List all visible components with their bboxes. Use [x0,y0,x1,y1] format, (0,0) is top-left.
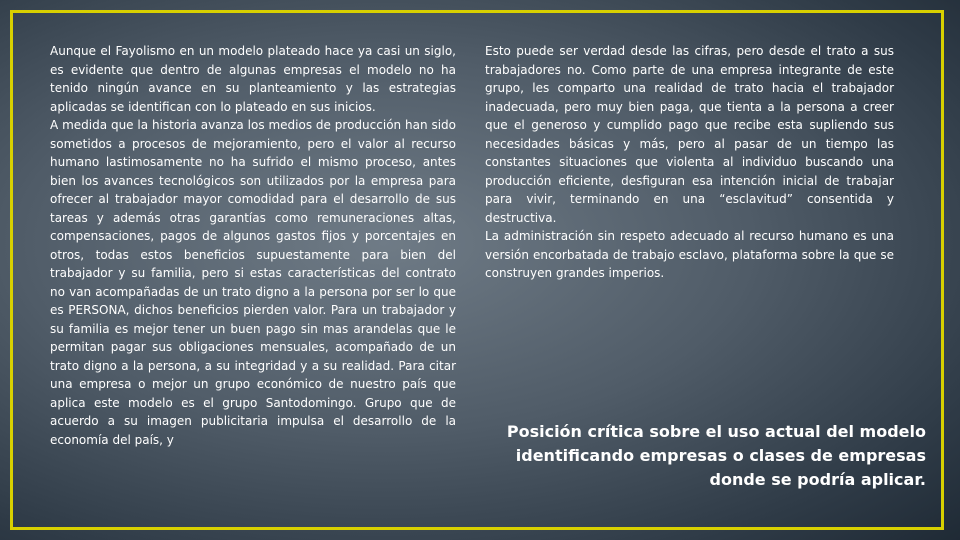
left-paragraph-1: Aunque el Fayolismo en un modelo plateado hace ya casi un siglo, es evidente que dentro de algunas empresas el modelo no ha tenido ningún avance en su planteamiento y las estrategias aplicadas se identifican con lo plateado en sus inicios. [50,44,456,114]
left-paragraph-2: A medida que la historia avanza los medios de producción han sido sometidos a procesos de mejoramiento, pero el valor al recurso humano lastimosamente no ha sufrido el mismo proceso, antes bien los avances tecnológicos son utilizados por la empresa para ofrecer al trabajador mayor comodidad para el desarrollo de sus tareas y además otras garantías como remuneraciones altas, compensaciones, pagos de algunos gastos fijos y porcentajes en otros, todas estos beneficios supuestamente para bien del trabajador y su familia, pero si estas características del contrato no van acompañadas de un trato digno a la persona por ser lo que es PERSONA, dichos beneficios pierden valor. Para un trabajador y su familia es mejor tener un buen pago sin mas arandelas que le permitan pagar sus obligaciones mensuales, acompañado de un trato digno a la persona, a su integridad y a su realidad. Para citar una empresa o mejor un grupo económico de nuestro país que aplica este modelo es el grupo Santodomingo. Grupo que de acuerdo a su imagen publicitaria impulsa el desarrollo de la economía del país, y [50,118,456,447]
slide-heading: Posición crítica sobre el uso actual del modelo identificando empresas o clases de empresas donde se podría aplicar. [506,422,926,489]
right-text-column [485,42,894,283]
right-paragraph-2: La administración sin respeto adecuado al recurso humano es una versión encorbatada de trabajo esclavo, plataforma sobre la que se construyen grandes imperios. [485,229,894,280]
right-paragraph-1: Esto puede ser verdad desde las cifras, pero desde el trato a sus trabajadores no. Como parte de una empresa integrante de este grupo, les comparto una realidad de trato hacia el trabajador inadecuada, pero muy bien paga, que tienta a la persona a creer que el generoso y cumplido pago que recibe esta supliendo sus necesidades básicas y más, pero al pasar de un tiempo las constantes situaciones que violenta al individuo buscando una producción eficiente, desfiguran esa intención inicial de trabajar para vivir, terminando en una “esclavitud” consentida y destructiva. [485,44,894,225]
left-text-column [50,42,456,449]
